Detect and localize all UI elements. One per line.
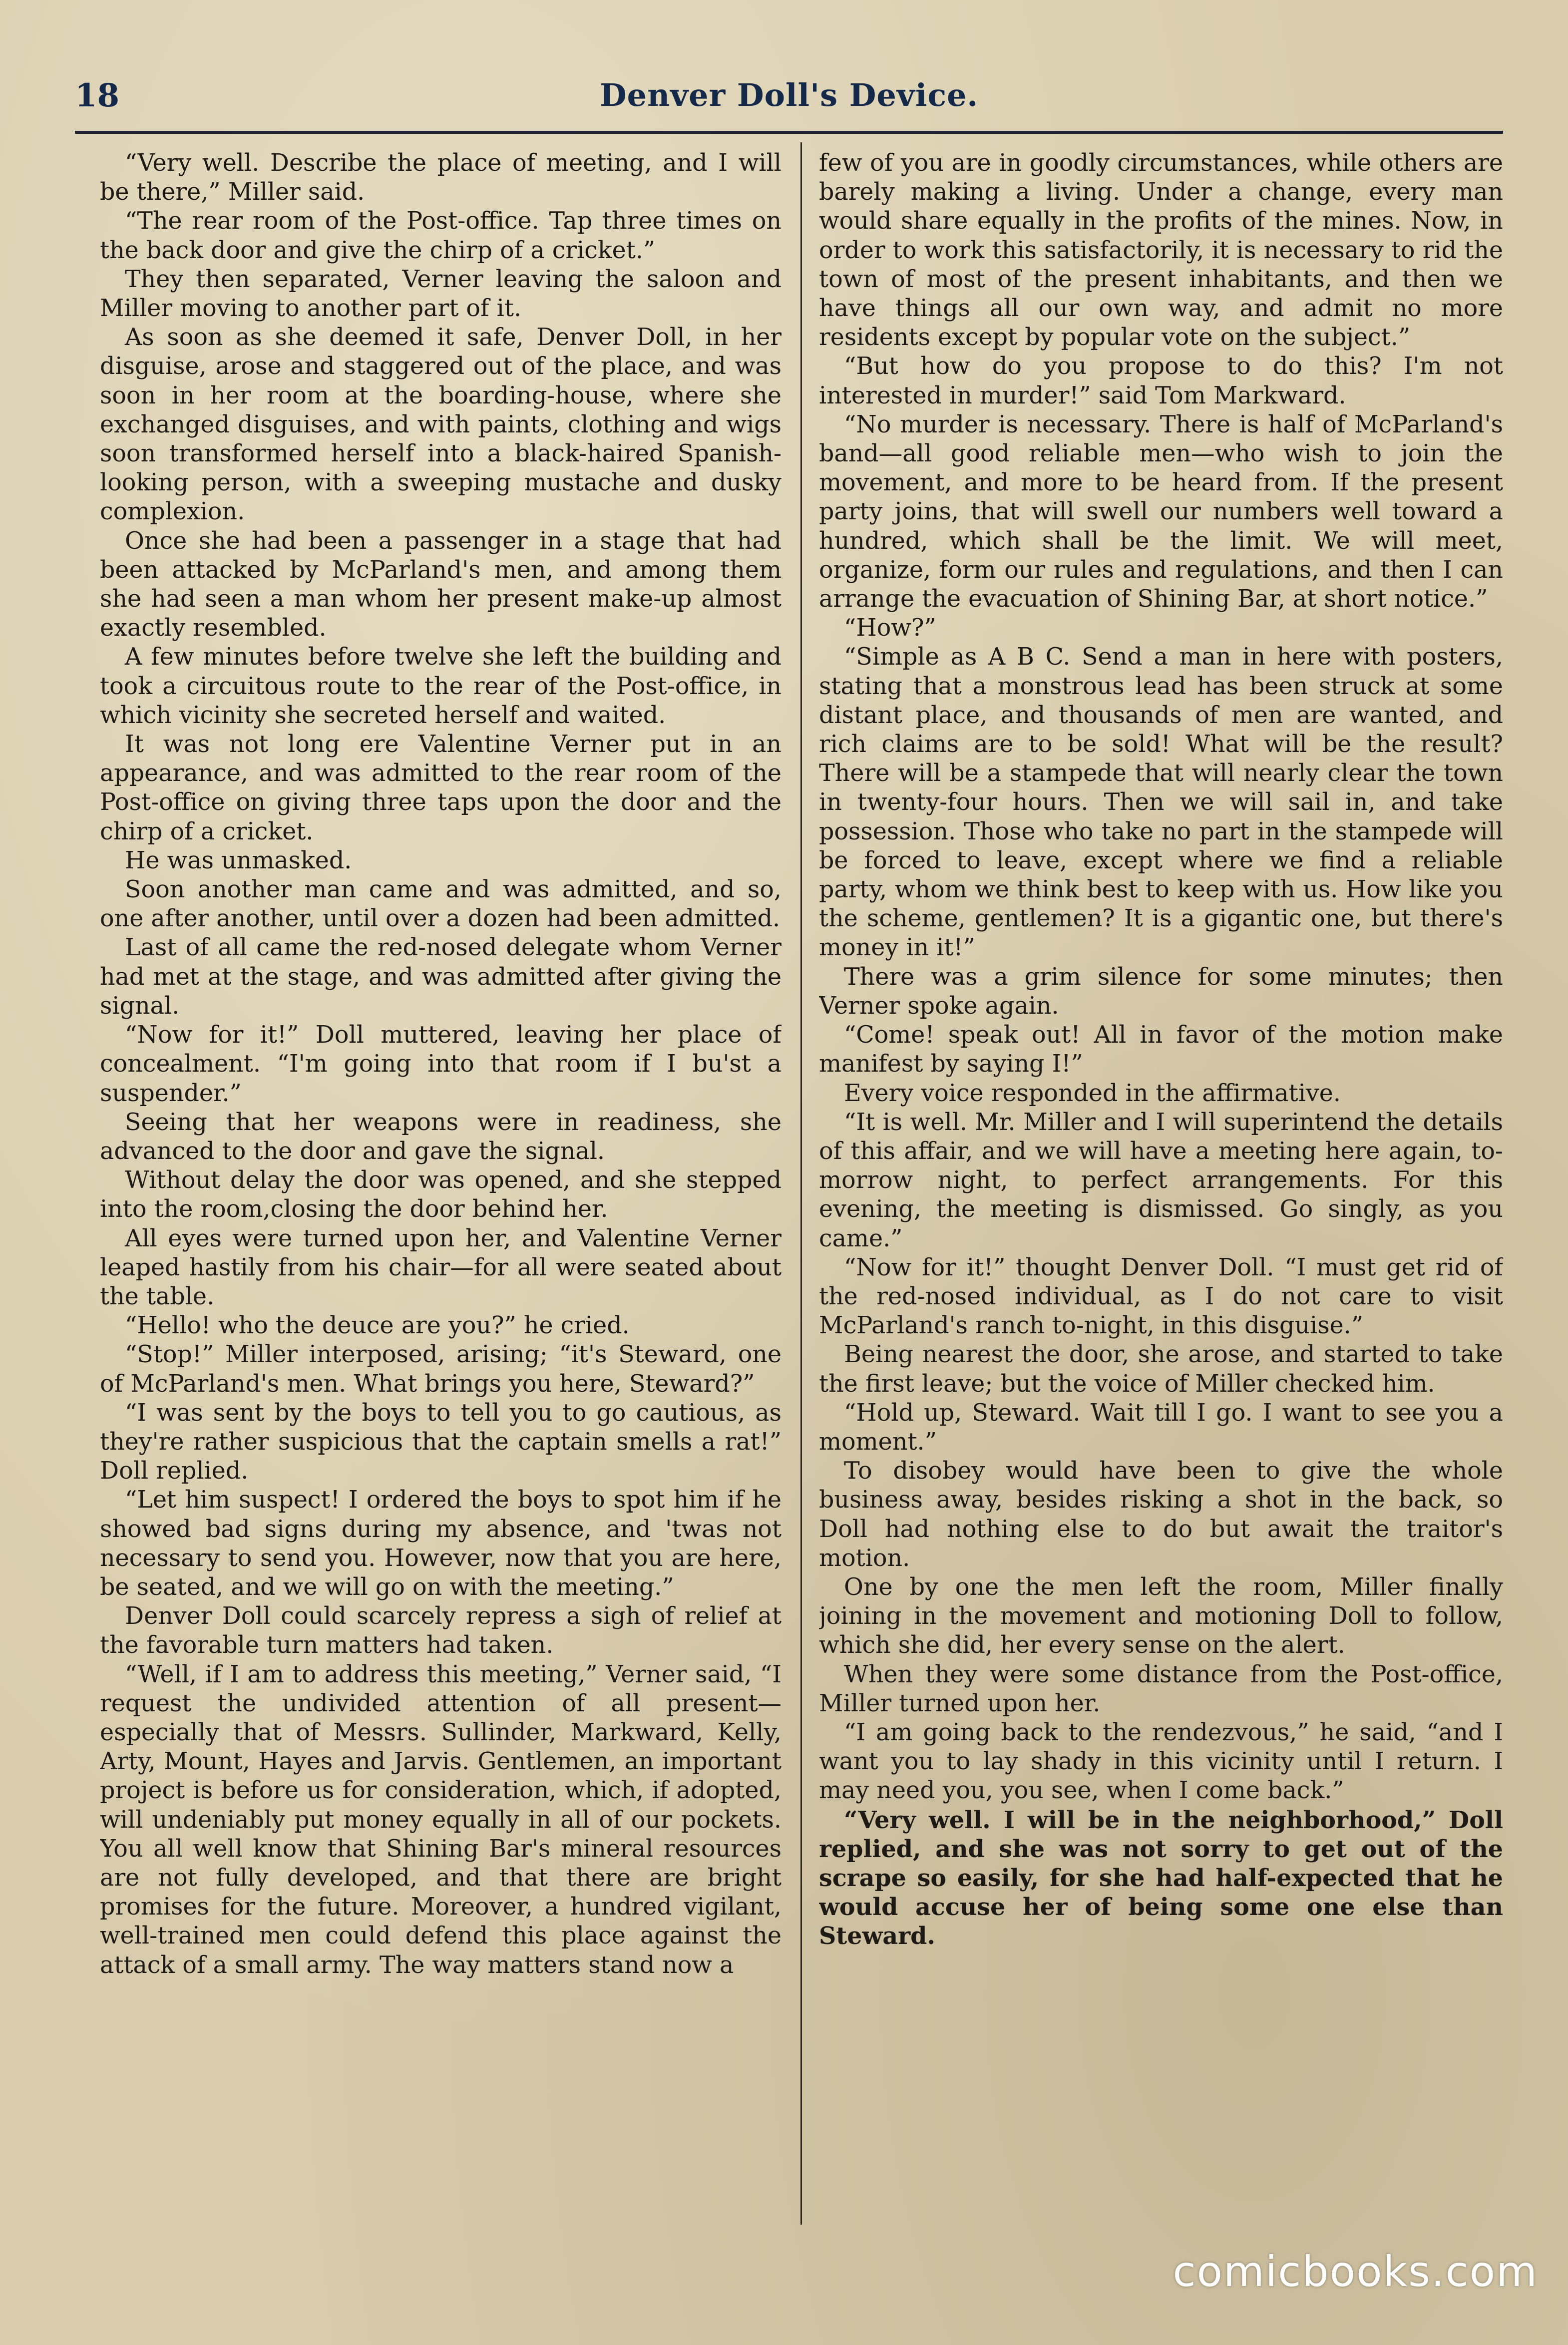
paragraph: “Simple as A B C. Send a man in here with posters, stating that a monstrous lead has been struck at some distant place, and thousands of men are wanted, and rich claims are to be sold! What will be the result? There will be a stampede that will nearly clear the town in twenty-four hours. Then we will sail in, and take possession. Those who take no part in the stampede will be forced to leave, except where we find a reliable party, whom we think best to keep with us. How like you the scheme, gentlemen? It is a gigantic one, but there's money in it!” xyxy=(819,643,1503,962)
paragraph: “No murder is necessary. There is half of McParland's band—all good reliable men—who wish to join the movement, and more to be heard from. If the present party joins, that will swell our numbers well toward a hundred, which shall be the limit. We will meet, organize, form our rules and regulations, and then I can arrange the evacuation of Shining Bar, at short notice.” xyxy=(819,410,1503,613)
paragraph: To disobey would have been to give the whole business away, besides risking a shot in the back, so Doll had nothing else to do but await the traitor's motion. xyxy=(819,1457,1503,1572)
paragraph: Once she had been a passenger in a stage that had been attacked by McParland's men, and among them she had seen a man whom her present make-up almost exactly resembled. xyxy=(100,527,782,642)
paragraph: As soon as she deemed it safe, Denver Doll, in her disguise, arose and staggered out of the place, and was soon in her room at the boarding-house, where she exchanged disguises, and with paints, clothing and wigs soon transformed herself into a black-haired Spanish-looking person, with a sweeping mustache and dusky complexion. xyxy=(100,324,782,526)
paragraph: “Hold up, Steward. Wait till I go. I want to see you a moment.” xyxy=(819,1399,1503,1456)
paragraph: Every voice responded in the affirmative. xyxy=(844,1079,1341,1107)
paragraph: There was a grim silence for some minutes; then Verner spoke again. xyxy=(819,963,1503,1020)
paragraph: “Very well. I will be in the neighborhood,” Doll replied, and she was not sorry to get out of the scrape so easily, for she had half-expected that he would accuse her of being some one else than Steward. xyxy=(819,1806,1503,1951)
paragraph: All eyes were turned upon her, and Valentine Verner leaped hastily from his chair—for all were seated about the table. xyxy=(100,1224,782,1310)
paragraph: “Very well. Describe the place of meeting, and I will be there,” Miller said. xyxy=(100,149,782,206)
paragraph: One by one the men left the room, Miller finally joining in the movement and motioning Doll to follow, which she did, her every sense on the alert. xyxy=(819,1573,1503,1659)
paragraph: Last of all came the red-nosed delegate whom Verner had met at the stage, and was admitted after giving the signal. xyxy=(100,934,782,1020)
left-column xyxy=(100,149,782,2236)
paragraph: It was not long ere Valentine Verner put in an appearance, and was admitted to the rear room of the Post-office on giving three taps upon the door and the chirp of a cricket. xyxy=(100,731,782,845)
paragraph: Seeing that her weapons were in readiness, she advanced to the door and gave the signal. xyxy=(100,1108,782,1165)
header-rule xyxy=(75,131,1503,134)
paragraph: When they were some distance from the Post-office, Miller turned upon her. xyxy=(819,1660,1503,1717)
paragraph: “The rear room of the Post-office. Tap three times on the back door and give the chirp of a cricket.” xyxy=(100,207,782,264)
paragraph: “Hello! who the deuce are you?” he cried. xyxy=(125,1312,630,1340)
paragraph: Being nearest the door, she arose, and started to take the first leave; but the voice of Miller checked him. xyxy=(819,1341,1503,1398)
paragraph: “I am going back to the rendezvous,” he said, “and I want you to lay shady in this vicinity until I return. I may need you, you see, when I come back.” xyxy=(819,1718,1503,1805)
watermark: comicbooks.com xyxy=(1173,2247,1538,2296)
paragraph: Without delay the door was opened, and she stepped into the room,closing the door behind her. xyxy=(100,1167,782,1223)
paragraph: They then separated, Verner leaving the saloon and Miller moving to another part of it. xyxy=(100,265,782,323)
paragraph: Denver Doll could scarcely repress a sigh of relief at the favorable turn matters had taken. xyxy=(100,1602,782,1659)
running-title: Denver Doll's Device. xyxy=(599,77,979,113)
paragraph: “How?” xyxy=(844,614,936,642)
paragraph: “Now for it!” Doll muttered, leaving her place of concealment. “I'm going into that room if I bu'st a suspender.” xyxy=(100,1021,782,1107)
page-header xyxy=(75,75,1503,120)
paragraph: “Well, if I am to address this meeting,” Verner said, “I request the undivided attention of all present—especially that of Messrs. Sullinder, Markward, Kelly, Arty, Mount, Hayes and Jarvis. Gentlemen, an important project is before us for consideration, which, if adopted, will undeniably put money equally in all of our pockets. You all well know that Shining Bar's mineral resources are not fully developed, and that there are bright promises for the future. Moreover, a hundred vigilant, well-trained men could defend this place against the attack of a small army. The way matters stand now a xyxy=(100,1660,782,1979)
paragraph: He was unmasked. xyxy=(125,846,352,874)
paragraph: “Now for it!” thought Denver Doll. “I must get rid of the red-nosed individual, as I do not care to visit McParland's ranch to-night, in this disguise.” xyxy=(819,1253,1503,1340)
right-column xyxy=(819,149,1503,2236)
column-divider xyxy=(800,142,802,2225)
paragraph: “Let him suspect! I ordered the boys to spot him if he showed bad signs during my absence, and 'twas not necessary to send you. However, now that you are here, be seated, and we will go on with the meeting.” xyxy=(100,1486,782,1601)
paragraph: “I was sent by the boys to tell you to go cautious, as they're rather suspicious that the captain smells a rat!” Doll replied. xyxy=(100,1399,782,1485)
page-number: 18 xyxy=(75,77,120,114)
paragraph-continued: few of you are in goodly circumstances, while others are barely making a living. Under a change, every man would share equally in the profits of the mines. Now, in order to work this satisfactorily, it is necessary to rid the town of most of the present inhabitants, and then we have things all our own way, and admit no more residents except by popular vote on the subject.” xyxy=(819,149,1503,352)
paragraph: A few minutes before twelve she left the building and took a circuitous route to the rear of the Post-office, in which vicinity she secreted herself and waited. xyxy=(100,643,782,729)
paragraph: “Stop!” Miller interposed, arising; “it's Steward, one of McParland's men. What brings you here, Steward?” xyxy=(100,1341,782,1398)
paragraph: “But how do you propose to do this? I'm not interested in murder!” said Tom Markward. xyxy=(819,353,1503,409)
paragraph: Soon another man came and was admitted, and so, one after another, until over a dozen had been admitted. xyxy=(100,876,782,933)
paragraph: “It is well. Mr. Miller and I will superintend the details of this affair, and we will have a meeting here again, to-morrow night, to perfect arrangements. For this evening, the meeting is dismissed. Go singly, as you came.” xyxy=(819,1108,1503,1252)
paragraph: “Come! speak out! All in favor of the motion make manifest by saying I!” xyxy=(819,1021,1503,1078)
